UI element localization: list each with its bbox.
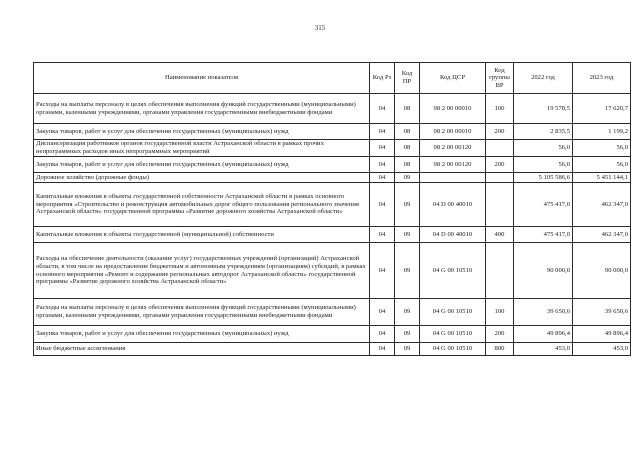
table-cell-rz: 04 [370,157,395,173]
table-cell-2022: 90 000,0 [514,243,573,299]
table-cell-rz: 04 [370,173,395,183]
table-cell-pr: 09 [395,243,420,299]
table-cell-name: Диспансеризация работников органов государственной власти Астраханской области в рамках прочих непрограммных расходов иных непрограммных мероприятий [34,140,370,157]
table-cell-name: Закупка товаров, работ и услуг для обеспечения государственных (муниципальных) нужд [34,157,370,173]
table-cell-csr: 04 D 00 40010 [420,227,486,243]
table-cell-vr [486,183,514,227]
table-cell-csr: 04 G 00 10510 [420,343,486,356]
table-cell-pr: 08 [395,157,420,173]
table-cell-2022: 475 417,0 [514,183,573,227]
table-cell-csr: 98 2 00 00120 [420,140,486,157]
table-row [34,326,631,343]
column-header-2022: 2022 год [514,63,573,94]
column-header-pr: Код ПР [395,63,420,94]
table-cell-csr: 04 G 00 10510 [420,299,486,326]
table-cell-name: Капитальные вложения в объекты государственной собственности Астраханской области в рамках основного мероприятия «Строительство и реконструкция автомобильных дорог общего пользования регионального значения Астраханской области» государственной программы «Развитие дорожного хозяйства Астраханской области» [34,183,370,227]
table-row [34,183,631,227]
table-cell-2023: 462 347,0 [573,227,631,243]
table-cell-name: Расходы на обеспечение деятельности (оказание услуг) государственных учреждений (организаций) Астраханской области, в том числе на предоставление бюджетным и автономным учреждениям (организациям) субсидий, в рамках основного мероприятия «Ремонт и содержание региональных автодорог Астраханской области» государственной программы «Развитие дорожного хозяйства Астраханской области» [34,243,370,299]
table-cell-2022: 39 650,6 [514,299,573,326]
table-cell-2023: 49 896,4 [573,326,631,343]
table-cell-rz: 04 [370,124,395,140]
table-cell-name: Иные бюджетные ассигнования [34,343,370,356]
table-row [34,157,631,173]
table-cell-2023: 39 650,6 [573,299,631,326]
table-cell-csr: 98 2 00 00010 [420,124,486,140]
column-header-csr: Код ЦСР [420,63,486,94]
table-cell-rz: 04 [370,343,395,356]
table-cell-vr: 200 [486,157,514,173]
table-cell-pr: 08 [395,94,420,124]
table-cell-csr: 04 G 00 10510 [420,326,486,343]
table-cell-csr: 04 D 00 40010 [420,183,486,227]
table-cell-name: Дорожное хозяйство (дорожные фонды) [34,173,370,183]
table-cell-name: Закупка товаров, работ и услуг для обеспечения государственных (муниципальных) нужд [34,124,370,140]
table-cell-vr: 100 [486,94,514,124]
table-cell-rz: 04 [370,140,395,157]
table-header-row [34,63,631,94]
table-cell-rz: 04 [370,326,395,343]
table-cell-2023: 56,0 [573,140,631,157]
table-cell-2023: 1 199,2 [573,124,631,140]
table-cell-2023: 90 000,0 [573,243,631,299]
table-cell-pr: 08 [395,140,420,157]
table-row [34,243,631,299]
table-cell-pr: 09 [395,173,420,183]
table-cell-2022: 19 578,5 [514,94,573,124]
table-cell-2022: 49 896,4 [514,326,573,343]
table-cell-vr: 800 [486,343,514,356]
table-cell-2023: 56,0 [573,157,631,173]
table-cell-pr: 09 [395,343,420,356]
page-number: 315 [314,24,326,32]
table-cell-vr: 100 [486,299,514,326]
table-cell-2023: 17 620,7 [573,94,631,124]
table-cell-pr: 09 [395,326,420,343]
table-cell-2022: 56,0 [514,157,573,173]
table-cell-vr [486,243,514,299]
table-cell-rz: 04 [370,299,395,326]
table-cell-vr: 200 [486,326,514,343]
column-header-2023: 2023 год [573,63,631,94]
column-header-vr: Код группы ВР [486,63,514,94]
table-row [34,94,631,124]
table-cell-rz: 04 [370,243,395,299]
table-row [34,140,631,157]
budget-table [33,62,631,356]
table-cell-vr: 200 [486,124,514,140]
table-cell-rz: 04 [370,183,395,227]
table-cell-name: Закупка товаров, работ и услуг для обеспечения государственных (муниципальных) нужд [34,326,370,343]
table-cell-pr: 09 [395,299,420,326]
table-cell-vr: 400 [486,227,514,243]
table-cell-csr: 04 G 00 10510 [420,243,486,299]
table-row [34,227,631,243]
table-cell-pr: 09 [395,227,420,243]
table-cell-rz: 04 [370,94,395,124]
table-row [34,173,631,183]
table-cell-2023: 5 451 144,1 [573,173,631,183]
table-cell-pr: 09 [395,183,420,227]
table-cell-name: Расходы на выплаты персоналу в целях обеспечения выполнения функций государственными (муниципальными) органами, казенными учреждениями, органами управления государственными внебюджетными фондами [34,299,370,326]
table-cell-csr: 98 2 00 00010 [420,94,486,124]
table-cell-2022: 453,0 [514,343,573,356]
table-cell-2022: 2 835,5 [514,124,573,140]
table-cell-rz: 04 [370,227,395,243]
table-cell-csr: 98 2 00 00120 [420,157,486,173]
column-header-name: Наименование показателя [34,63,370,94]
table-cell-2022: 5 105 586,6 [514,173,573,183]
table-cell-vr [486,173,514,183]
table-cell-2023: 453,0 [573,343,631,356]
table-row [34,343,631,356]
column-header-rz: Код Рз [370,63,395,94]
table-cell-pr: 08 [395,124,420,140]
table-cell-2022: 475 417,0 [514,227,573,243]
table-row [34,124,631,140]
table-cell-csr [420,173,486,183]
table-cell-2023: 462 347,0 [573,183,631,227]
table-cell-name: Капитальные вложения в объекты государственной (муниципальной) собственности [34,227,370,243]
table-cell-2022: 56,0 [514,140,573,157]
table-row [34,299,631,326]
table-cell-vr [486,140,514,157]
table-cell-name: Расходы на выплаты персоналу в целях обеспечения выполнения функций государственными (муниципальными) органами, казенными учреждениями, органами управления государственными внебюджетными фондами [34,94,370,124]
